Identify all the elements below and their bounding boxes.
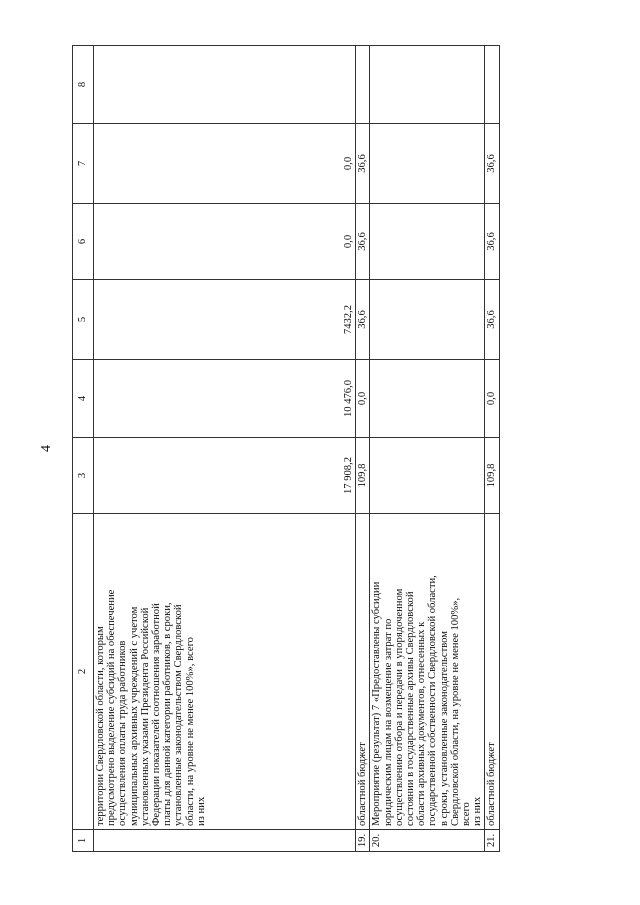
value-cell: 109,8 bbox=[485, 438, 499, 514]
header-cell: 1 bbox=[73, 830, 94, 852]
value-cell bbox=[94, 438, 356, 514]
budget-table bbox=[72, 45, 500, 852]
value-cell: 0,0 bbox=[485, 360, 499, 438]
value-cell bbox=[370, 124, 485, 204]
description-lines bbox=[357, 517, 368, 826]
value-cell bbox=[370, 438, 485, 514]
table-row bbox=[356, 46, 370, 852]
description-line: муниципальных архивных учреждений с учетом bbox=[128, 606, 140, 826]
table-row bbox=[370, 46, 485, 852]
row-description bbox=[370, 514, 485, 830]
header-cell: 6 bbox=[73, 204, 94, 280]
row-description bbox=[485, 514, 499, 830]
row-number: 20. bbox=[370, 830, 485, 852]
value-text: 0,0 bbox=[343, 156, 354, 171]
value-cell bbox=[370, 46, 485, 124]
description-sub: из них bbox=[472, 796, 484, 826]
value-cell bbox=[94, 360, 356, 438]
value-cell: 36,6 bbox=[356, 124, 370, 204]
description-line: установленные законодательством Свердловской bbox=[173, 604, 185, 826]
value-cell: 36,6 bbox=[485, 280, 499, 360]
value-text: 7432,2 bbox=[343, 304, 354, 335]
value-cell bbox=[94, 124, 356, 204]
value-cell bbox=[370, 280, 485, 360]
row-number bbox=[94, 830, 356, 852]
header-cell: 8 bbox=[73, 46, 94, 124]
value-cell: 36,6 bbox=[485, 204, 499, 280]
description-lines bbox=[486, 517, 497, 826]
value-cell bbox=[94, 46, 356, 124]
description-lines bbox=[371, 517, 472, 826]
value-cell: 36,6 bbox=[356, 204, 370, 280]
value-cell: 0,0 bbox=[356, 360, 370, 438]
value-cell: 109,8 bbox=[356, 438, 370, 514]
row-number: 21. bbox=[485, 830, 499, 852]
value-cell bbox=[94, 204, 356, 280]
description-line: области архивных документов, отнесенных к bbox=[416, 621, 428, 826]
description-sub: из них bbox=[195, 796, 207, 826]
value-text: 17 908,2 bbox=[343, 456, 354, 495]
header-cell: 7 bbox=[73, 124, 94, 204]
value-cell bbox=[485, 46, 499, 124]
table-row bbox=[485, 46, 499, 852]
table-row bbox=[94, 46, 356, 852]
description-line: осуществлению отбора и передачи в упорядоченном bbox=[393, 588, 405, 826]
header-cell: 4 bbox=[73, 360, 94, 438]
value-cell bbox=[370, 204, 485, 280]
description-line: платы для данной категории работников, в сроки, bbox=[162, 602, 174, 826]
description-line: областной бюджет bbox=[486, 742, 498, 826]
header-row bbox=[73, 46, 94, 852]
description-line: областной бюджет bbox=[357, 742, 369, 826]
description-line: Свердловской области, на уровне не менее 100%», bbox=[449, 597, 461, 826]
description-line: Мероприятие (результат) 7 «Предоставлены субсидии bbox=[371, 581, 383, 826]
description-line: в сроки, установленные законодательством bbox=[438, 631, 450, 826]
value-cell bbox=[356, 46, 370, 124]
description-line: Федерации показателей соотношения заработной bbox=[151, 603, 163, 826]
row-description bbox=[356, 514, 370, 830]
value-cell: 36,6 bbox=[485, 124, 499, 204]
description-line: всего bbox=[461, 802, 473, 826]
page-number: 4 bbox=[39, 445, 54, 452]
description-line: предусмотрено выделение субсидий на обеспечение bbox=[106, 589, 118, 826]
description-line: юридическим лицам на возмещение затрат по bbox=[382, 618, 394, 826]
header-cell: 5 bbox=[73, 280, 94, 360]
description-line: территории Свердловской области, которым bbox=[95, 626, 106, 826]
value-cell: 36,6 bbox=[356, 280, 370, 360]
value-cell bbox=[370, 360, 485, 438]
description-line: установленных указами Президента Российской bbox=[139, 607, 151, 826]
value-text: 10 476,0 bbox=[343, 379, 354, 418]
description-lines bbox=[95, 517, 196, 826]
description-line: состоянии в государственные архивы Свердловской bbox=[405, 591, 417, 826]
row-description bbox=[94, 514, 356, 830]
description-line: осуществления оплаты труда работников bbox=[117, 640, 129, 826]
value-text: 0,0 bbox=[343, 234, 354, 249]
description-line: государственной собственности Свердловской области, bbox=[427, 575, 439, 826]
row-number: 19. bbox=[356, 830, 370, 852]
header-cell: 2 bbox=[73, 514, 94, 830]
value-cell bbox=[94, 280, 356, 360]
header-cell: 3 bbox=[73, 438, 94, 514]
description-line: области, на уровне не менее 100%», всего bbox=[184, 637, 196, 826]
rotated-table-container bbox=[72, 46, 599, 852]
